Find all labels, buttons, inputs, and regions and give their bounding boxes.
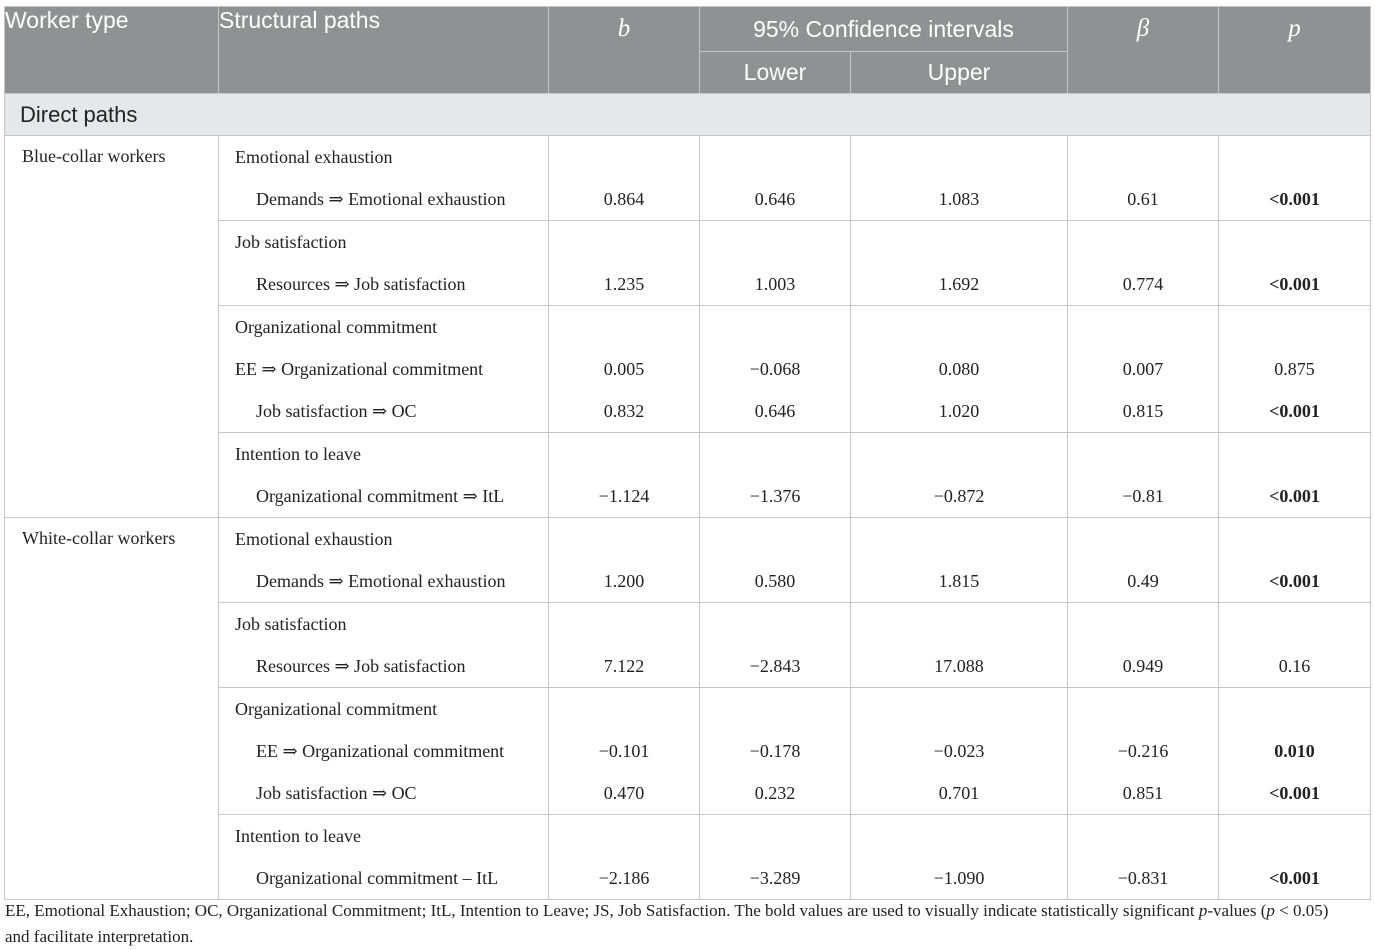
value-p: <0.001 (1269, 486, 1320, 506)
value-beta: 0.949 (1122, 656, 1164, 676)
cell-b (549, 306, 700, 433)
group-row (5, 136, 1371, 221)
cell-upper (851, 433, 1068, 518)
value-beta: −0.831 (1117, 868, 1169, 888)
path-cell (219, 518, 549, 603)
cell-b (549, 688, 700, 815)
value-beta: 0.851 (1122, 783, 1164, 803)
value-lower: −1.376 (749, 486, 801, 506)
cell-b (549, 433, 700, 518)
col-confidence-intervals: 95% Confidence intervals (700, 7, 1068, 52)
value-b: 0.832 (603, 401, 645, 421)
col-b: b (549, 7, 700, 94)
value-p: <0.001 (1269, 401, 1320, 421)
cell-lower (700, 603, 851, 688)
value-upper: −0.023 (933, 741, 985, 761)
value-p: <0.001 (1269, 868, 1320, 888)
cell-beta (1068, 221, 1219, 306)
path-cell (219, 221, 549, 306)
cell-lower (700, 433, 851, 518)
cell-p (1219, 306, 1371, 433)
results-table (4, 6, 1371, 900)
value-p: <0.001 (1269, 783, 1320, 803)
cell-beta (1068, 815, 1219, 900)
path-label: EE ⇒ Organizational commitment (256, 741, 505, 761)
value-p: <0.001 (1269, 189, 1320, 209)
value-b: 1.235 (603, 274, 645, 294)
cell-upper (851, 136, 1068, 221)
path-label: Resources ⇒ Job satisfaction (256, 274, 466, 294)
value-lower: 0.232 (754, 783, 796, 803)
cell-lower (700, 221, 851, 306)
value-lower: −0.068 (749, 359, 801, 379)
footnote-p: p (1198, 901, 1208, 920)
path-cell (219, 603, 549, 688)
table-header (5, 7, 1371, 94)
group-heading: Emotional exhaustion (235, 529, 393, 549)
cell-beta (1068, 306, 1219, 433)
value-lower: −2.843 (749, 656, 801, 676)
value-beta: −0.81 (1122, 486, 1164, 506)
group-heading: Intention to leave (235, 826, 361, 846)
path-label: Organizational commitment ⇒ ItL (256, 486, 505, 506)
cell-upper (851, 306, 1068, 433)
cell-beta (1068, 433, 1219, 518)
path-label: Demands ⇒ Emotional exhaustion (256, 571, 506, 591)
path-cell (219, 688, 549, 815)
value-beta: 0.007 (1122, 359, 1164, 379)
cell-p (1219, 221, 1371, 306)
value-b: −2.186 (598, 868, 650, 888)
cell-beta (1068, 603, 1219, 688)
cell-beta (1068, 518, 1219, 603)
col-upper: Upper (851, 52, 1068, 94)
value-lower: 1.003 (754, 274, 796, 294)
value-upper: 0.701 (938, 783, 980, 803)
value-beta: −0.216 (1117, 741, 1169, 761)
value-lower: 0.646 (754, 189, 796, 209)
value-beta: 0.61 (1127, 189, 1159, 209)
blue-collar-label: Blue-collar workers (5, 136, 219, 518)
cell-lower (700, 136, 851, 221)
cell-beta (1068, 688, 1219, 815)
value-b: 7.122 (603, 656, 645, 676)
footnote-p-2: p (1266, 901, 1275, 920)
path-label: EE ⇒ Organizational commitment (235, 359, 484, 379)
cell-lower (700, 518, 851, 603)
value-b: 1.200 (603, 571, 645, 591)
value-p: <0.001 (1269, 571, 1320, 591)
value-upper: −1.090 (933, 868, 985, 888)
path-label: Job satisfaction ⇒ OC (256, 783, 417, 803)
path-label: Demands ⇒ Emotional exhaustion (256, 189, 506, 209)
cell-upper (851, 518, 1068, 603)
value-upper: −0.872 (933, 486, 985, 506)
value-lower: −0.178 (749, 741, 801, 761)
path-cell (219, 815, 549, 900)
group-heading: Job satisfaction (235, 232, 347, 252)
cell-b (549, 518, 700, 603)
col-p: p (1219, 7, 1371, 94)
section-direct-paths: Direct paths (5, 94, 1371, 136)
value-upper: 1.815 (938, 571, 980, 591)
value-p: 0.16 (1278, 656, 1311, 676)
value-b: 0.005 (603, 359, 645, 379)
value-lower: −3.289 (749, 868, 801, 888)
value-upper: 1.020 (938, 401, 980, 421)
cell-lower (700, 688, 851, 815)
cell-lower (700, 815, 851, 900)
value-lower: 0.580 (754, 571, 796, 591)
group-heading: Organizational commitment (235, 699, 438, 719)
group-row (5, 518, 1371, 603)
value-p: <0.001 (1269, 274, 1320, 294)
cell-lower (700, 306, 851, 433)
cell-p (1219, 433, 1371, 518)
value-b: 0.864 (603, 189, 645, 209)
path-label: Job satisfaction ⇒ OC (256, 401, 417, 421)
white-collar-label: White-collar workers (5, 518, 219, 900)
path-cell (219, 136, 549, 221)
cell-b (549, 221, 700, 306)
footnote-text: EE, Emotional Exhaustion; OC, Organizational Commitment; ItL, Intention to Leave; JS, Job Satisfaction. The bold values are used to visually indicate statistically significant (5, 901, 1199, 920)
cell-upper (851, 221, 1068, 306)
cell-beta (1068, 136, 1219, 221)
value-b: −0.101 (598, 741, 650, 761)
value-p: 0.010 (1274, 741, 1315, 761)
group-heading: Organizational commitment (235, 317, 438, 337)
group-heading: Emotional exhaustion (235, 147, 393, 167)
cell-p (1219, 603, 1371, 688)
value-beta: 0.49 (1127, 571, 1159, 591)
col-beta: β (1068, 7, 1219, 94)
cell-b (549, 815, 700, 900)
footnote-text-2: -values ( (1207, 901, 1267, 920)
table-body (5, 94, 1371, 900)
footnote-line-2: and facilitate interpretation. (5, 927, 194, 946)
value-upper: 0.080 (938, 359, 980, 379)
table-footnote (5, 898, 1373, 950)
col-lower: Lower (700, 52, 851, 94)
value-upper: 17.088 (934, 656, 984, 676)
cell-p (1219, 815, 1371, 900)
value-beta: 0.815 (1122, 401, 1164, 421)
value-upper: 1.692 (938, 274, 980, 294)
value-p: 0.875 (1274, 359, 1315, 379)
footnote-text-3: < 0.05) (1274, 901, 1329, 920)
group-heading: Intention to leave (235, 444, 361, 464)
cell-upper (851, 815, 1068, 900)
path-label: Organizational commitment – ItL (256, 868, 499, 888)
path-label: Resources ⇒ Job satisfaction (256, 656, 466, 676)
group-heading: Job satisfaction (235, 614, 347, 634)
path-cell (219, 433, 549, 518)
cell-upper (851, 688, 1068, 815)
value-upper: 1.083 (938, 189, 980, 209)
value-lower: 0.646 (754, 401, 796, 421)
col-worker-type: Worker type (5, 7, 219, 94)
cell-b (549, 603, 700, 688)
path-cell (219, 306, 549, 433)
cell-p (1219, 136, 1371, 221)
cell-p (1219, 518, 1371, 603)
cell-p (1219, 688, 1371, 815)
cell-b (549, 136, 700, 221)
value-b: −1.124 (598, 486, 650, 506)
cell-upper (851, 603, 1068, 688)
value-b: 0.470 (603, 783, 645, 803)
col-structural-paths: Structural paths (219, 7, 549, 94)
value-beta: 0.774 (1122, 274, 1164, 294)
